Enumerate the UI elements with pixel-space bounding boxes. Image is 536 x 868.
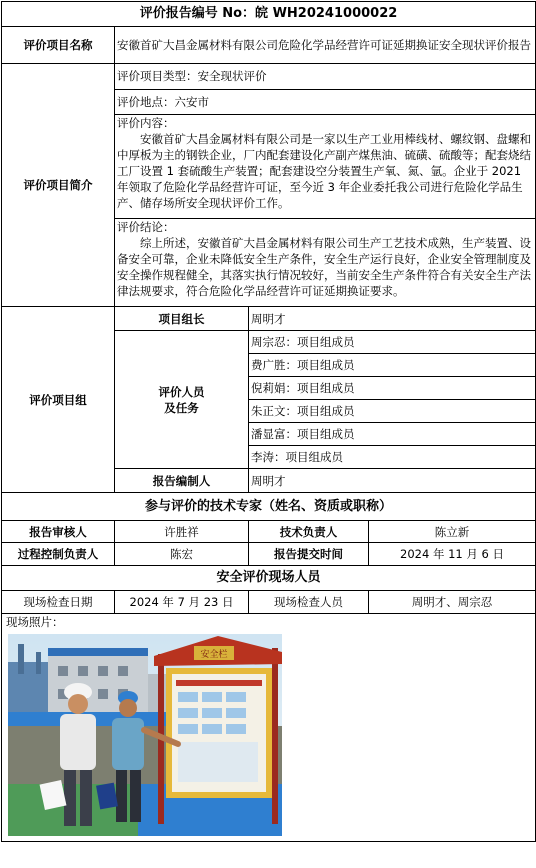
project-intro-content bbox=[115, 64, 536, 307]
submit-time-label: 报告提交时间 bbox=[249, 543, 369, 566]
project-location-line: 评价地点：六安市 bbox=[115, 90, 535, 115]
experts-header: 参与评价的技术专家（姓名、资质或职称） bbox=[2, 493, 536, 521]
site-photo-label: 现场照片： bbox=[6, 615, 64, 629]
project-type-line: 评价项目类型：安全现状评价 bbox=[115, 64, 535, 90]
leader-label: 项目组长 bbox=[115, 307, 249, 331]
report-table bbox=[1, 1, 536, 842]
reviewer-label: 报告审核人 bbox=[2, 521, 115, 543]
members-label: 评价人员 及任务 bbox=[115, 331, 249, 469]
project-name-value: 安徽首矿大昌金属材料有限公司危险化学品经营许可证延期换证安全现状评价报告 bbox=[115, 27, 536, 64]
member-item: 周宗忍：项目组成员 bbox=[249, 331, 536, 354]
report-number-title: 评价报告编号 No：皖 WH20241000022 bbox=[2, 2, 536, 27]
member-item: 倪莉娟：项目组成员 bbox=[249, 377, 536, 400]
board-title: 安全栏 bbox=[200, 650, 228, 660]
project-conclusion-block bbox=[115, 219, 535, 306]
content-text: 安徽首矿大昌金属材料有限公司是一家以生产工业用棒线材、螺纹钢、盘螺和中厚板为主的钢铁企业，厂内配套建设化产副产煤焦油、硫磺、硫酸等；配套烧结工厂设置 1 套硫酸生产装置；配套建设空分装置生产氧、氮、氩。企业于 2021 年领取了危险化学品经营许可证，至今近 3 年企业委托我公司进行危险化学品生产、储存场所安全现状评价工作。 bbox=[117, 132, 531, 210]
conclusion-text: 综上所述，安徽首矿大昌金属材料有限公司生产工艺技术成熟，生产装置、设备安全可靠，企业未降低安全生产条件，安全生产运行良好，企业安全管理制度及安全操作规程健全，其落实执行情况较好，当前安全生产条件符合有关安全生产法律法规要求，符合危险化学品经营许可证延期换证要求。 bbox=[117, 236, 531, 298]
site-photo-cell bbox=[2, 614, 536, 842]
project-intro-label: 评价项目简介 bbox=[2, 64, 115, 307]
site-date-value: 2024 年 7 月 23 日 bbox=[115, 591, 249, 614]
group-label: 评价项目组 bbox=[2, 307, 115, 493]
conclusion-label: 评价结论： bbox=[117, 220, 175, 234]
member-item: 朱正文：项目组成员 bbox=[249, 400, 536, 423]
site-people-label: 现场检查人员 bbox=[249, 591, 369, 614]
process-control-label: 过程控制负责人 bbox=[2, 543, 115, 566]
site-header: 安全评价现场人员 bbox=[2, 566, 536, 591]
site-inspection-photo bbox=[8, 634, 282, 836]
writer-value: 周明才 bbox=[249, 469, 536, 493]
project-name-label: 评价项目名称 bbox=[2, 27, 115, 64]
writer-label: 报告编制人 bbox=[115, 469, 249, 493]
member-item: 李涛：项目组成员 bbox=[249, 446, 536, 469]
process-control-value: 陈宏 bbox=[115, 543, 249, 566]
content-label: 评价内容： bbox=[117, 116, 175, 130]
tech-lead-value: 陈立新 bbox=[369, 521, 536, 543]
tech-lead-label: 技术负责人 bbox=[249, 521, 369, 543]
member-item: 费广胜：项目组成员 bbox=[249, 354, 536, 377]
site-people-value: 周明才、周宗忍 bbox=[369, 591, 536, 614]
submit-time-value: 2024 年 11 月 6 日 bbox=[369, 543, 536, 566]
project-content-block bbox=[115, 115, 535, 219]
leader-value: 周明才 bbox=[249, 307, 536, 331]
reviewer-value: 许胜祥 bbox=[115, 521, 249, 543]
member-item: 潘显富：项目组成员 bbox=[249, 423, 536, 446]
site-date-label: 现场检查日期 bbox=[2, 591, 115, 614]
